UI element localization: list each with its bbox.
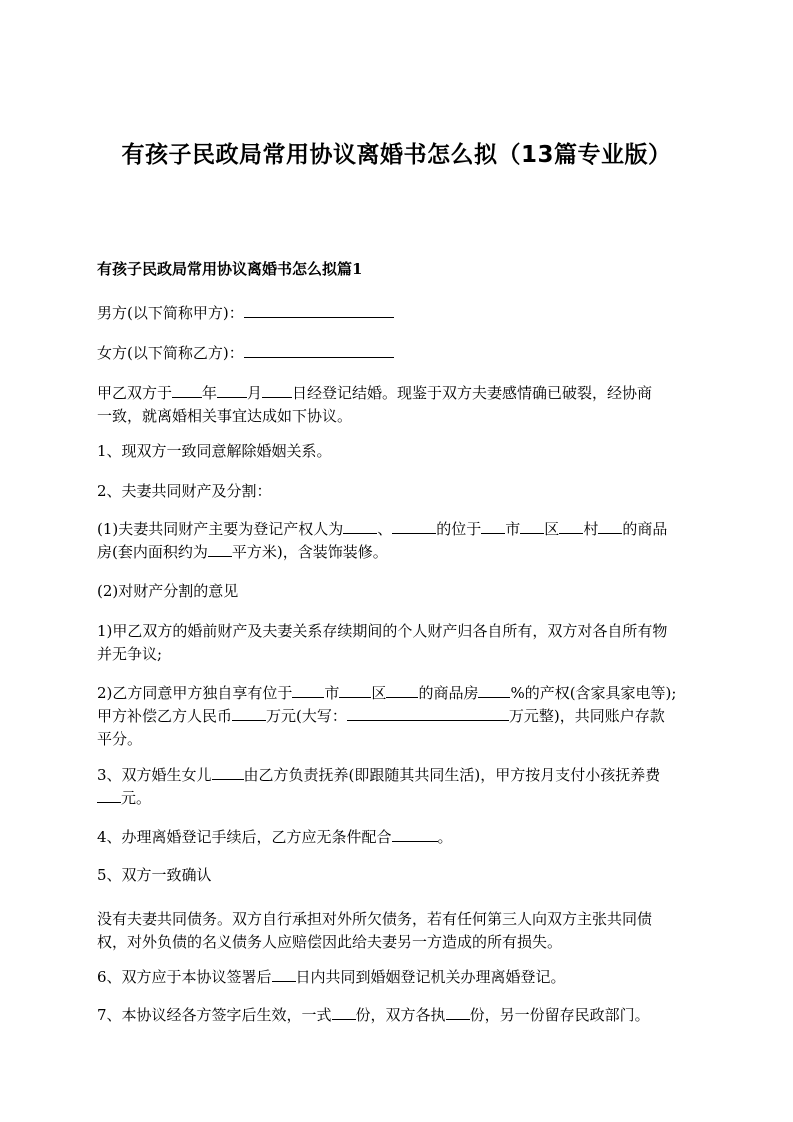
blank-field — [392, 826, 438, 842]
blank-field — [343, 518, 377, 534]
item-7 — [97, 1004, 709, 1027]
item-1: 1、现双方一致同意解除婚姻关系。 — [97, 442, 332, 460]
property-text: 平方米)，含装饰装修。 — [231, 543, 388, 561]
blank-field — [339, 682, 371, 698]
item-4-text: 。 — [437, 828, 453, 846]
blank-field — [446, 1004, 470, 1020]
blank-field — [347, 705, 509, 721]
blank-field — [292, 682, 324, 698]
item-7-text: 份，双方各执 — [355, 1006, 446, 1024]
item-3-text: 3、双方婚生女儿 — [97, 766, 212, 784]
item-3 — [97, 764, 709, 810]
blank-field — [332, 1004, 356, 1020]
blank-field — [232, 705, 266, 721]
debt-text: 没有夫妻共同债务。双方自行承担对外所欠债务，若有任何第三人向双方主张共同债 — [97, 910, 653, 928]
debt-paragraph — [97, 908, 709, 954]
sub-item-text: 并无争议; — [97, 645, 163, 663]
sub-item-1 — [97, 620, 709, 666]
blank-field — [272, 966, 296, 982]
property-text: 房(套内面积约为 — [97, 543, 208, 561]
sub-item-text: 区 — [371, 684, 387, 702]
item-2: 2、夫妻共同财产及分割： — [97, 482, 272, 500]
property-text: 的商品 — [622, 520, 668, 538]
blank-field — [212, 764, 244, 780]
blank-field — [208, 541, 232, 557]
intro-text: 甲乙双方于 — [97, 384, 173, 402]
property-paragraph-1 — [97, 518, 709, 564]
blank-field — [392, 518, 436, 534]
sub-item-2 — [97, 682, 709, 751]
intro-text: 日经登记结婚。现鉴于双方夫妻感情确已破裂，经协商 — [292, 384, 653, 402]
male-party-line — [97, 302, 709, 325]
blank-field — [598, 518, 622, 534]
blank-field — [262, 382, 292, 398]
blank-field — [244, 342, 394, 358]
blank-field — [520, 518, 544, 534]
property-text: 区 — [544, 520, 560, 538]
male-party-label: 男方(以下简称甲方)： — [97, 304, 244, 322]
property-text: 市 — [505, 520, 521, 538]
sub-item-text: 2)乙方同意甲方独自享有位于 — [97, 684, 293, 702]
blank-field — [481, 518, 505, 534]
property-text: 、 — [377, 520, 393, 538]
female-party-label: 女方(以下简称乙方)： — [97, 344, 244, 362]
property-text: (1)夫妻共同财产主要为登记产权人为 — [97, 520, 344, 538]
sub-item-text: 1)甲乙双方的婚前财产及夫妻关系存续期间的个人财产归各自所有，双方对各自所有物 — [97, 622, 668, 640]
item-3-text: 元。 — [121, 789, 152, 807]
debt-text: 权，对外负债的名义债务人应赔偿因此给夫妻另一方造成的所有损失。 — [97, 933, 563, 951]
sub-item-text: 甲方补偿乙方人民币 — [97, 707, 233, 725]
sub-item-text: 市 — [324, 684, 340, 702]
blank-field — [97, 787, 121, 803]
intro-text: 月 — [247, 384, 263, 402]
sub-item-text: 的商品房 — [418, 684, 479, 702]
item-4 — [97, 826, 709, 849]
blank-field — [172, 382, 202, 398]
intro-text: 一致，就离婚相关事宜达成如下协议。 — [97, 407, 353, 425]
item-6 — [97, 966, 709, 989]
section-heading: 有孩子民政局常用协议离婚书怎么拟篇1 — [97, 260, 363, 278]
blank-field — [217, 382, 247, 398]
property-text: 村 — [583, 520, 599, 538]
sub-item-text: 平分。 — [97, 730, 143, 748]
item-5: 5、双方一致确认 — [97, 866, 212, 884]
intro-text: 年 — [202, 384, 218, 402]
property-text: 的位于 — [436, 520, 482, 538]
item-7-text: 7、本协议经各方签字后生效，一式 — [97, 1006, 332, 1024]
blank-field — [244, 302, 394, 318]
sub-item-text: 万元整)，共同账户存款 — [508, 707, 665, 725]
item-6-text: 日内共同到婚姻登记机关办理离婚登记。 — [295, 968, 566, 986]
blank-field — [478, 682, 510, 698]
document-title: 有孩子民政局常用协议离婚书怎么拟（13篇专业版） — [121, 142, 672, 168]
female-party-line — [97, 342, 709, 365]
blank-field — [559, 518, 583, 534]
item-7-text: 份，另一份留存民政部门。 — [469, 1006, 650, 1024]
item-3-text: 由乙方负责抚养(即跟随其共同生活)，甲方按月支付小孩抚养费 — [243, 766, 661, 784]
item-6-text: 6、双方应于本协议签署后 — [97, 968, 272, 986]
intro-paragraph — [97, 382, 709, 428]
item-4-text: 4、办理离婚登记手续后，乙方应无条件配合 — [97, 828, 392, 846]
sub-item-text: 万元(大写： — [266, 707, 347, 725]
sub-item-text: %的产权(含家具家电等); — [510, 684, 677, 702]
property-paragraph-2: (2)对财产分割的意见 — [97, 582, 239, 600]
blank-field — [386, 682, 418, 698]
